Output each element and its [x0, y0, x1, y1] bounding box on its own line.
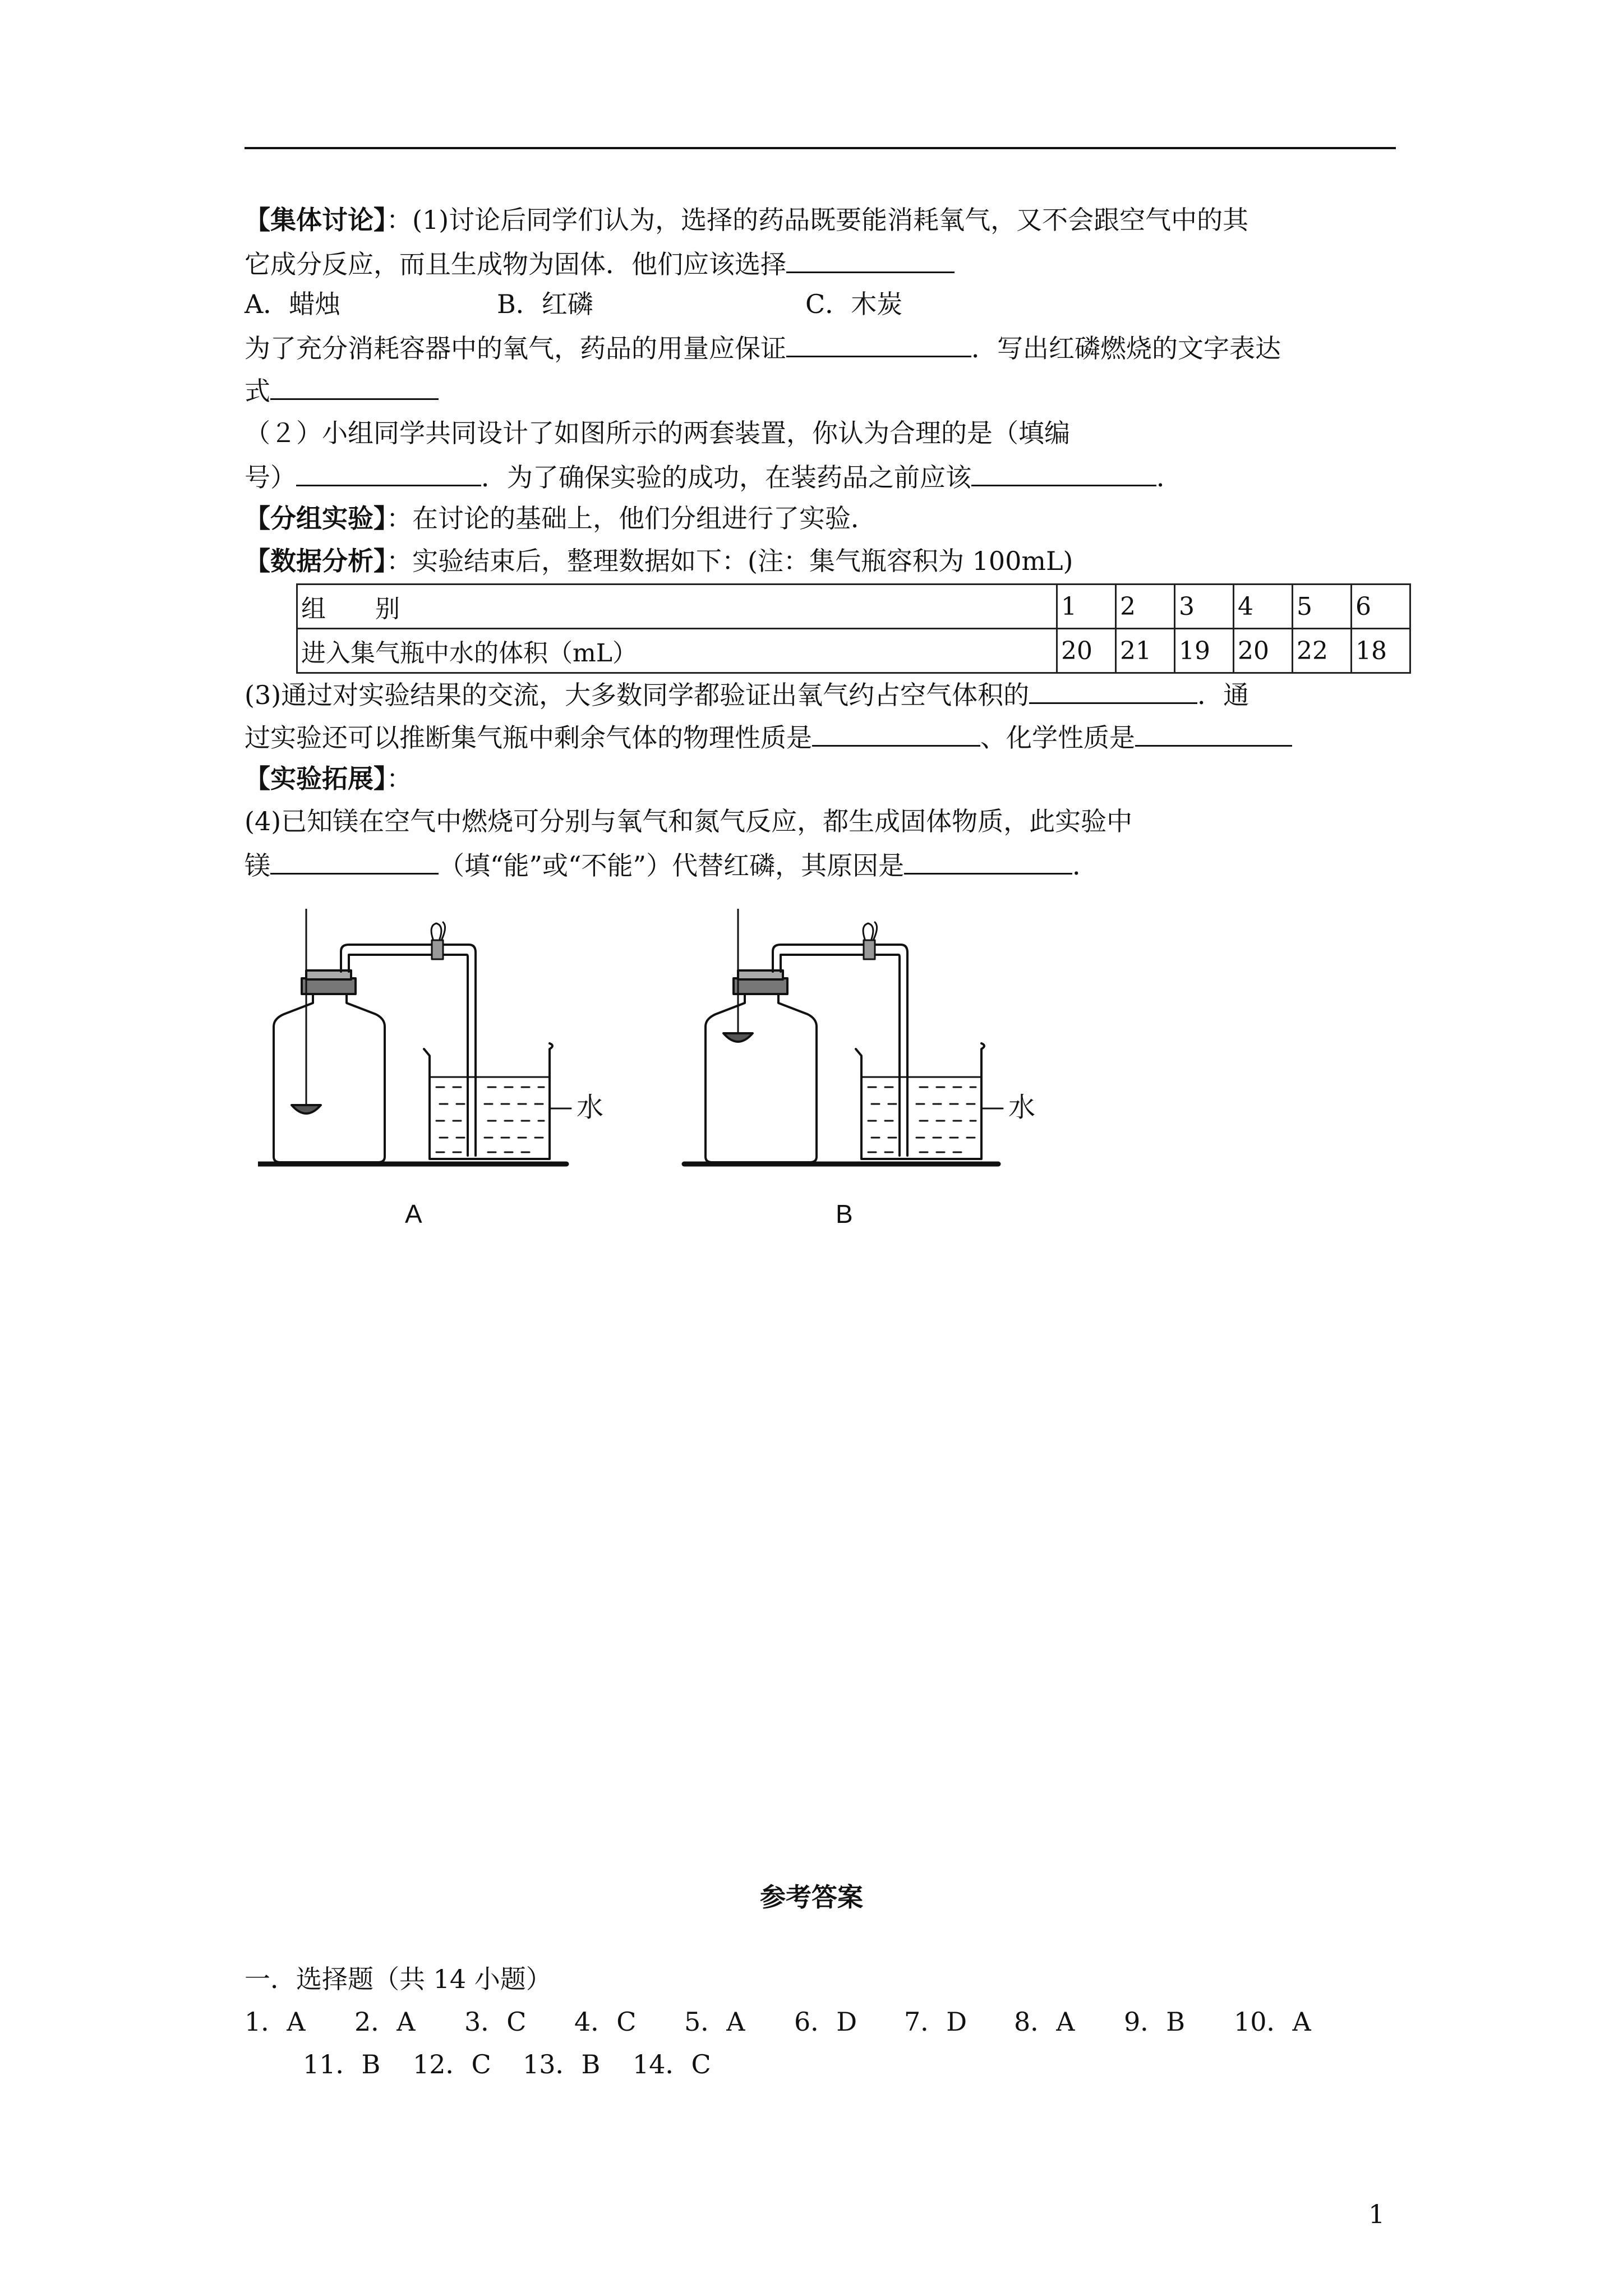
volume-cell: 20: [1057, 629, 1116, 673]
answer-item: 12．C: [413, 2049, 491, 2079]
group-exp-line: [245, 501, 1396, 535]
q1-heading: 【集体讨论】: [245, 205, 386, 235]
answer-item: 8．A: [1014, 2007, 1075, 2037]
group-cell: 3: [1175, 585, 1234, 629]
q2-text-c: ．为了确保实验的成功，在装药品之前应该: [481, 462, 971, 493]
answer-item: 2．A: [354, 2007, 416, 2037]
label-a: A: [405, 1199, 422, 1228]
volume-cell: 18: [1352, 629, 1410, 673]
answer-item: 10．A: [1234, 2007, 1311, 2037]
option-a: A．蜡烛: [245, 289, 341, 319]
option-b: B．红磷: [497, 289, 593, 319]
answer-item: 11．B: [303, 2049, 381, 2079]
q3-text-c: 过实验还可以推断集气瓶中剩余气体的物理性质是: [245, 723, 812, 753]
data-analysis-line: [245, 544, 1396, 578]
answers-row-2: [303, 2047, 1454, 2081]
q3-text-b: ．通: [1197, 680, 1249, 710]
q1-text-d: ．写出红磷燃烧的文字表达: [971, 333, 1281, 364]
q4-line-1: [245, 804, 1396, 838]
answer-item: 6．D: [794, 2007, 857, 2037]
q3-chemical-blank[interactable]: [1135, 719, 1292, 747]
label-b: B: [836, 1199, 853, 1228]
q1-amount-blank[interactable]: [786, 330, 971, 357]
header-rule: [245, 147, 1396, 149]
q2-text-b: 号）: [245, 462, 296, 493]
q1-line-4: [245, 330, 1396, 365]
apparatus-a: [258, 909, 571, 1164]
apparatus-figure: [258, 909, 1110, 1257]
answer-item: 1．A: [245, 2007, 306, 2037]
answer-item: 5．A: [684, 2007, 745, 2037]
q2-check-blank[interactable]: [971, 459, 1156, 486]
answer-item: 7．D: [904, 2007, 967, 2037]
extension-line: [245, 762, 1396, 795]
q4-line-2: [245, 847, 1396, 882]
q1-text-e: 式: [245, 376, 270, 406]
answer-item: 14．C: [633, 2049, 711, 2079]
q1-expression-blank[interactable]: [270, 372, 439, 400]
answer-item: 4．C: [574, 2007, 637, 2037]
q4-text-b: 镁: [245, 850, 270, 881]
answer-item: 13．B: [523, 2049, 601, 2079]
volume-cell: 20: [1234, 629, 1293, 673]
group-cell: 1: [1057, 585, 1116, 629]
q3-line-1: [245, 677, 1396, 712]
q2-line-1: [245, 416, 1396, 450]
data-analysis-text: ：实验结束后，整理数据如下：(注：集气瓶容积为 100mL): [386, 546, 1073, 576]
apparatus-b: [684, 909, 1003, 1164]
q4-can-blank[interactable]: [270, 847, 439, 875]
q4-text-a: (4)已知镁在空气中燃烧可分别与氧气和氮气反应，都生成固体物质，此实验中: [245, 806, 1133, 836]
q1-text-a: ：(1)讨论后同学们认为，选择的药品既要能消耗氧气，又不会跟空气中的其: [386, 205, 1249, 235]
answers-section: 一．选择题（共 14 小题）: [245, 1964, 552, 1994]
q1-answer-blank[interactable]: [786, 246, 955, 273]
group-exp-text: ：在讨论的基础上，他们分组进行了实验．: [386, 503, 877, 533]
answers-title: 参考答案: [760, 1882, 863, 1912]
q1-options: [245, 287, 1396, 321]
answer-item: 9．B: [1124, 2007, 1186, 2037]
group-cell: 2: [1116, 585, 1175, 629]
q2-text-d: ．: [1156, 462, 1182, 493]
extension-heading: 【实验拓展】: [245, 763, 386, 794]
q3-text-d: 、化学性质是: [980, 723, 1135, 753]
q2-text-a: （２）小组同学共同设计了如图所示的两套装置，你认为合理的是（填编: [245, 418, 1070, 448]
row1-label: 组 别: [297, 585, 1057, 629]
answer-item: 3．C: [464, 2007, 527, 2037]
volume-cell: 21: [1116, 629, 1175, 673]
data-analysis-heading: 【数据分析】: [245, 546, 386, 576]
group-cell: 5: [1293, 585, 1352, 629]
q1-line-2: [245, 246, 1396, 281]
table-row: [297, 629, 1410, 673]
water-label-a: 水: [577, 1093, 604, 1122]
q1-text-b: 它成分反应，而且生成物为固体．他们应该选择: [245, 249, 786, 279]
option-c: C．木炭: [805, 289, 903, 319]
q1-line-1: [245, 203, 1396, 237]
q3-fraction-blank[interactable]: [1029, 677, 1197, 704]
q4-reason-blank[interactable]: [904, 847, 1072, 875]
data-table: [296, 583, 1411, 674]
table-row: [297, 585, 1410, 629]
group-cell: 6: [1352, 585, 1410, 629]
volume-cell: 22: [1293, 629, 1352, 673]
extension-text: ：: [386, 763, 412, 794]
q1-text-c: 为了充分消耗容器中的氧气，药品的用量应保证: [245, 333, 786, 364]
q3-physical-blank[interactable]: [812, 719, 980, 747]
group-cell: 4: [1234, 585, 1293, 629]
volume-cell: 19: [1175, 629, 1234, 673]
q3-line-2: [245, 719, 1396, 754]
q3-text-a: (3)通过对实验结果的交流，大多数同学都验证出氧气约占空气体积的: [245, 680, 1030, 710]
q1-line-5: [245, 372, 1396, 408]
row2-label: 进入集气瓶中水的体积（mL）: [297, 629, 1057, 673]
q4-text-c: （填“能”或“不能”）代替红磷，其原因是: [439, 850, 905, 881]
answers-row-1: [245, 2005, 1396, 2039]
page-number: 1: [1368, 2199, 1385, 2229]
group-exp-heading: 【分组实验】: [245, 503, 386, 533]
q4-text-d: ．: [1072, 850, 1099, 881]
q2-choice-blank[interactable]: [296, 459, 481, 486]
q2-line-2: [245, 459, 1396, 494]
water-label-b: 水: [1008, 1093, 1036, 1122]
